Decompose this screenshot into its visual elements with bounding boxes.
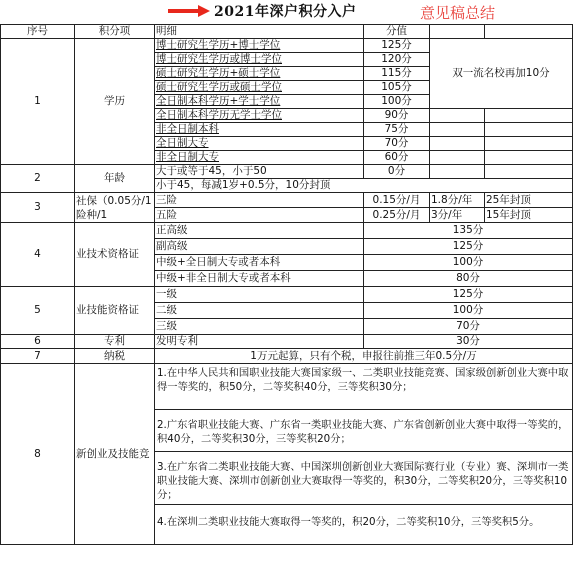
row-item: 专利 <box>75 335 155 349</box>
rate-month: 0.15分/月 <box>364 193 430 208</box>
table-row <box>1 364 573 410</box>
score-cell: 30分 <box>364 335 573 349</box>
contest-item: 2.广东省职业技能大赛、广东省一类职业技能大赛、广东省创新创业大赛中取得一等奖的，积40分，二等奖积30分，三等奖积20分； <box>155 410 573 452</box>
header-item: 积分项 <box>75 25 155 39</box>
contest-item: 4.在深圳二类职业技能大赛取得一等奖的，积20分，二等奖积10分，三等奖积5分。 <box>155 505 573 545</box>
table-row <box>1 349 573 364</box>
score-cell: 70分 <box>364 319 573 335</box>
row-no: 7 <box>1 349 75 364</box>
detail-cell: 中级+非全日制大专或者本科 <box>155 271 364 287</box>
right-arrow-icon <box>168 4 210 18</box>
detail-cell: 全日制大专 <box>155 137 364 151</box>
detail-cell: 三级 <box>155 319 364 335</box>
score-cell: 100分 <box>364 303 573 319</box>
table-row <box>1 335 573 349</box>
table-row <box>1 39 573 53</box>
row-no: 3 <box>1 193 75 223</box>
detail-cell: 硕士研究生学历或硕士学位 <box>155 81 364 95</box>
score-cell: 115分 <box>364 67 430 81</box>
row-no: 6 <box>1 335 75 349</box>
table-row <box>1 287 573 303</box>
score-cell: 120分 <box>364 53 430 67</box>
row-item: 纳税 <box>75 349 155 364</box>
row-no: 2 <box>1 165 75 193</box>
rate-cap: 15年封顶 <box>485 208 573 223</box>
score-cell: 125分 <box>364 39 430 53</box>
row-item: 业技术资格证 <box>75 223 155 287</box>
draft-note: 意见稿总结 <box>420 4 496 22</box>
header-score: 分值 <box>364 25 430 39</box>
table-row <box>1 165 573 179</box>
rate-year: 3分/年 <box>430 208 485 223</box>
table-row <box>1 223 573 239</box>
row-no: 5 <box>1 287 75 335</box>
score-cell: 90分 <box>364 109 430 123</box>
contest-item: 3.在广东省二类职业技能大赛、中国深圳创新创业大赛国际赛行业（专业）赛、深圳市一类职业技能大赛、深圳市创新创业大赛取得一等奖的，积30分，二等奖积20分，三等奖积10分； <box>155 452 573 505</box>
detail-cell: 小于45，每减1岁+0.5分，10分封顶 <box>155 179 573 193</box>
detail-cell: 中级+全日制大专或者本科 <box>155 255 364 271</box>
detail-cell: 全日制本科学历无学士学位 <box>155 109 364 123</box>
row-item: 年龄 <box>75 165 155 193</box>
detail-cell: 五险 <box>155 208 364 223</box>
score-cell: 60分 <box>364 151 430 165</box>
score-cell: 125分 <box>364 287 573 303</box>
page-title: 2021年深户积分入户 <box>214 4 357 20</box>
score-cell: 0分 <box>364 165 430 179</box>
detail-cell: 非全日制本科 <box>155 123 364 137</box>
detail-cell: 非全日制大专 <box>155 151 364 165</box>
table-row <box>1 193 573 208</box>
score-cell: 70分 <box>364 137 430 151</box>
detail-cell: 二级 <box>155 303 364 319</box>
rate-year: 1.8分/年 <box>430 193 485 208</box>
score-cell: 75分 <box>364 123 430 137</box>
detail-cell: 1万元起算，只有个税，申报往前推三年0.5分/万 <box>155 349 573 364</box>
score-cell: 80分 <box>364 271 573 287</box>
detail-cell: 正高级 <box>155 223 364 239</box>
contest-item: 1.在中华人民共和国职业技能大赛国家级一、二类职业技能竞赛、国家级创新创业大赛中取得一等奖的，积50分，二等奖积40分，三等奖积30分； <box>155 364 573 410</box>
rate-cap: 25年封顶 <box>485 193 573 208</box>
header-no: 序号 <box>1 25 75 39</box>
detail-cell: 三险 <box>155 193 364 208</box>
row-item: 社保（0.05分/1险种/1 <box>75 193 155 223</box>
rate-month: 0.25分/月 <box>364 208 430 223</box>
score-cell: 105分 <box>364 81 430 95</box>
score-cell: 100分 <box>364 95 430 109</box>
table-header <box>1 25 573 39</box>
detail-cell: 博士研究生学历或博士学位 <box>155 53 364 67</box>
score-cell: 100分 <box>364 255 573 271</box>
points-table <box>0 24 573 545</box>
row-no: 8 <box>1 364 75 545</box>
score-cell: 135分 <box>364 223 573 239</box>
header-detail: 明细 <box>155 25 364 39</box>
row-item: 学历 <box>75 39 155 165</box>
row-item: 业技能资格证 <box>75 287 155 335</box>
detail-cell: 一级 <box>155 287 364 303</box>
row-no: 4 <box>1 223 75 287</box>
extra-note: 双一流名校再加10分 <box>430 39 573 109</box>
title-row <box>0 0 573 24</box>
detail-cell: 硕士研究生学历+硕士学位 <box>155 67 364 81</box>
detail-cell: 副高级 <box>155 239 364 255</box>
detail-cell: 博士研究生学历+博士学位 <box>155 39 364 53</box>
row-item: 新创业及技能竞 <box>75 364 155 545</box>
detail-cell: 发明专利 <box>155 335 364 349</box>
score-cell: 125分 <box>364 239 573 255</box>
row-no: 1 <box>1 39 75 165</box>
detail-cell: 全日制本科学历+学士学位 <box>155 95 364 109</box>
detail-cell: 大于或等于45，小于50 <box>155 165 364 179</box>
